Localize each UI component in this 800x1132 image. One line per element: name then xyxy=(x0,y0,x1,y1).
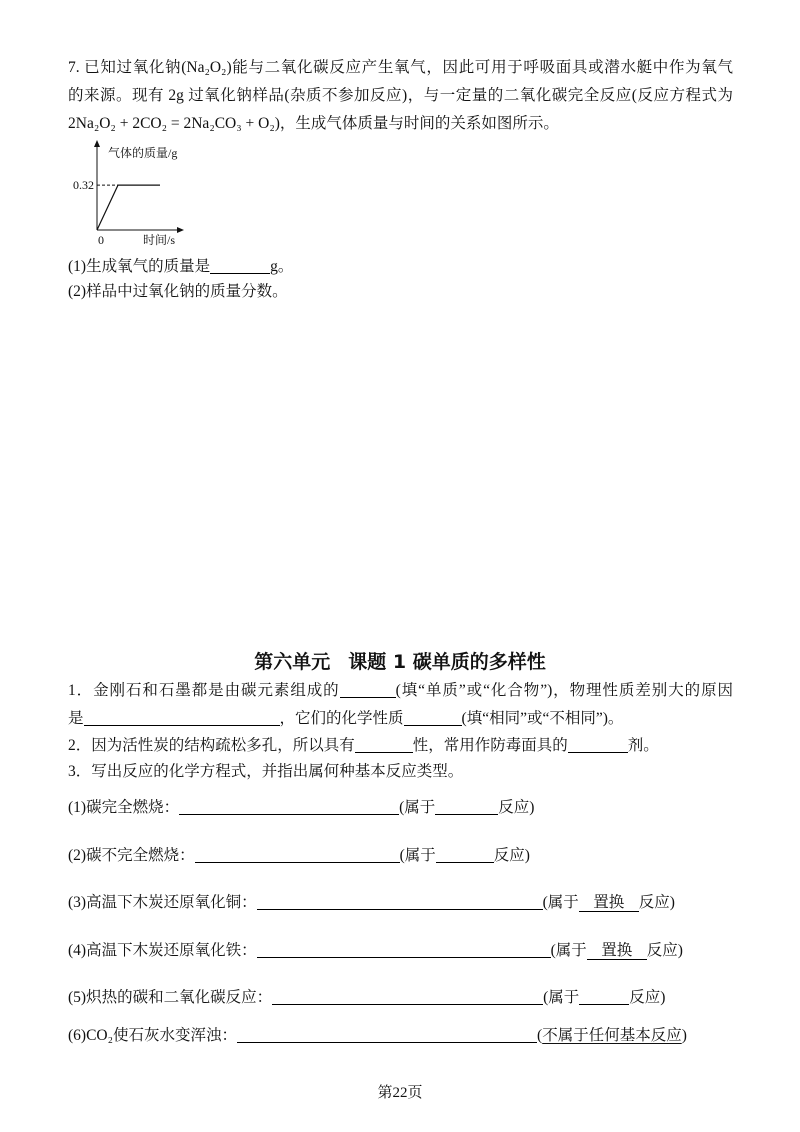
equation-blank xyxy=(257,943,551,958)
u6-q2-text-c: 剂。 xyxy=(627,737,659,754)
reaction-type-blank xyxy=(436,848,494,863)
reaction-type-blank xyxy=(435,800,498,815)
u6-q3-prompt: 3．写出反应的化学方程式，并指出属何种基本反应类型。 xyxy=(68,763,464,780)
q7-sub1-prompt: (1)生成氧气的质量是 xyxy=(68,258,211,275)
origin-label: 0 xyxy=(98,233,104,247)
answer-blank xyxy=(355,738,413,753)
reaction-type-blank xyxy=(579,990,629,1005)
item-label: (6)CO₂使石灰水变浑浊： xyxy=(68,1027,238,1044)
y-axis-label: 气体的质量/g xyxy=(108,146,178,160)
u6-q3-item-1 xyxy=(68,798,733,818)
type-prefix: (属于 xyxy=(542,894,579,911)
item-label: (3)高温下木炭还原氧化铜： xyxy=(68,894,257,911)
q7-line-3: 2Na₂O₂ + 2CO₂ = 2Na₂CO₃ + O₂)，生成气体质量与时间的关系如图所示。 xyxy=(68,115,559,132)
u6-q3-item-5 xyxy=(68,988,733,1008)
page-number: 第22页 xyxy=(377,1085,423,1101)
equation-blank xyxy=(179,800,399,815)
answer-blank xyxy=(404,711,462,726)
u6-q3-item-4 xyxy=(68,941,733,961)
reaction-type-answer: 置换 xyxy=(587,942,647,960)
gas-mass-line xyxy=(97,185,160,230)
lesson-title: 课题 1 碳单质的多样性 xyxy=(348,651,546,673)
reaction-type-answer: 不属于任何基本反应 xyxy=(542,1027,682,1044)
y-axis-arrow xyxy=(94,140,100,147)
u6-q3-item-2 xyxy=(68,846,733,866)
u6-q1-line-2 xyxy=(68,709,733,729)
u6-q2-line xyxy=(68,736,733,756)
q7-sub1 xyxy=(68,257,733,277)
item-label: (5)炽热的碳和二氧化碳反应： xyxy=(68,989,273,1006)
u6-q1-line-1 xyxy=(68,681,733,701)
type-suffix: ) xyxy=(681,1027,687,1044)
u6-q3-item-3 xyxy=(68,893,733,913)
type-prefix: (属于 xyxy=(399,799,436,816)
u6-q2-text-a: 2．因为活性炭的结构疏松多孔，所以具有 xyxy=(68,737,355,754)
equation-blank xyxy=(195,848,400,863)
type-prefix: (属于 xyxy=(399,847,436,864)
equation-blank xyxy=(257,895,543,910)
u6-q1-text-b: (填“单质”或“化合物”)，物理性质差别大的原因 xyxy=(395,682,733,699)
item-label: (4)高温下木炭还原氧化铁： xyxy=(68,942,257,959)
q7-sub1-unit: g。 xyxy=(270,258,294,275)
answer-blank xyxy=(340,683,396,698)
equation-blank xyxy=(237,1028,537,1043)
q7-line-2: 的来源。现有 2g 过氧化钠样品(杂质不参加反应)，与一定量的二氧化碳完全反应(反应方程式为 xyxy=(68,87,733,104)
u6-q1-text-c: 是 xyxy=(68,710,84,727)
answer-blank xyxy=(568,738,628,753)
answer-blank xyxy=(84,711,280,726)
x-axis-label: 时间/s xyxy=(143,233,176,247)
q7-sub2: (2)样品中过氧化钠的质量分数。 xyxy=(68,283,288,300)
u6-q3-item-6 xyxy=(68,1026,733,1046)
type-suffix: 反应) xyxy=(629,989,666,1006)
answer-blank xyxy=(210,259,270,274)
u6-q1-text-e: (填“相同”或“不相同”)。 xyxy=(461,710,624,727)
type-suffix: 反应) xyxy=(646,942,683,959)
u6-q2-text-b: 性，常用作防毒面具的 xyxy=(412,737,568,754)
reaction-type-answer: 置换 xyxy=(579,894,639,912)
y-tick-label-0.32: 0.32 xyxy=(73,178,94,193)
u6-q1-text-a: 1．金刚石和石墨都是由碳元素组成的 xyxy=(68,682,340,699)
type-suffix: 反应) xyxy=(638,894,675,911)
unit-title: 第六单元 xyxy=(254,651,331,673)
gas-mass-time-chart xyxy=(60,136,195,248)
u6-q1-text-d: ，它们的化学性质 xyxy=(279,710,404,727)
equation-blank xyxy=(272,990,543,1005)
x-axis-arrow xyxy=(177,227,184,233)
q7-line-1: 7. 已知过氧化钠(Na₂O₂)能与二氧化碳反应产生氧气，因此可用于呼吸面具或潜水艇中作为氧气 xyxy=(68,59,733,76)
type-prefix: (属于 xyxy=(550,942,587,959)
unit-heading xyxy=(0,650,800,674)
type-prefix: (属于 xyxy=(543,989,580,1006)
type-prefix: ( xyxy=(537,1027,543,1044)
item-label: (1)碳完全燃烧： xyxy=(68,799,180,816)
type-suffix: 反应) xyxy=(498,799,535,816)
type-suffix: 反应) xyxy=(493,847,530,864)
item-label: (2)碳不完全燃烧： xyxy=(68,847,195,864)
